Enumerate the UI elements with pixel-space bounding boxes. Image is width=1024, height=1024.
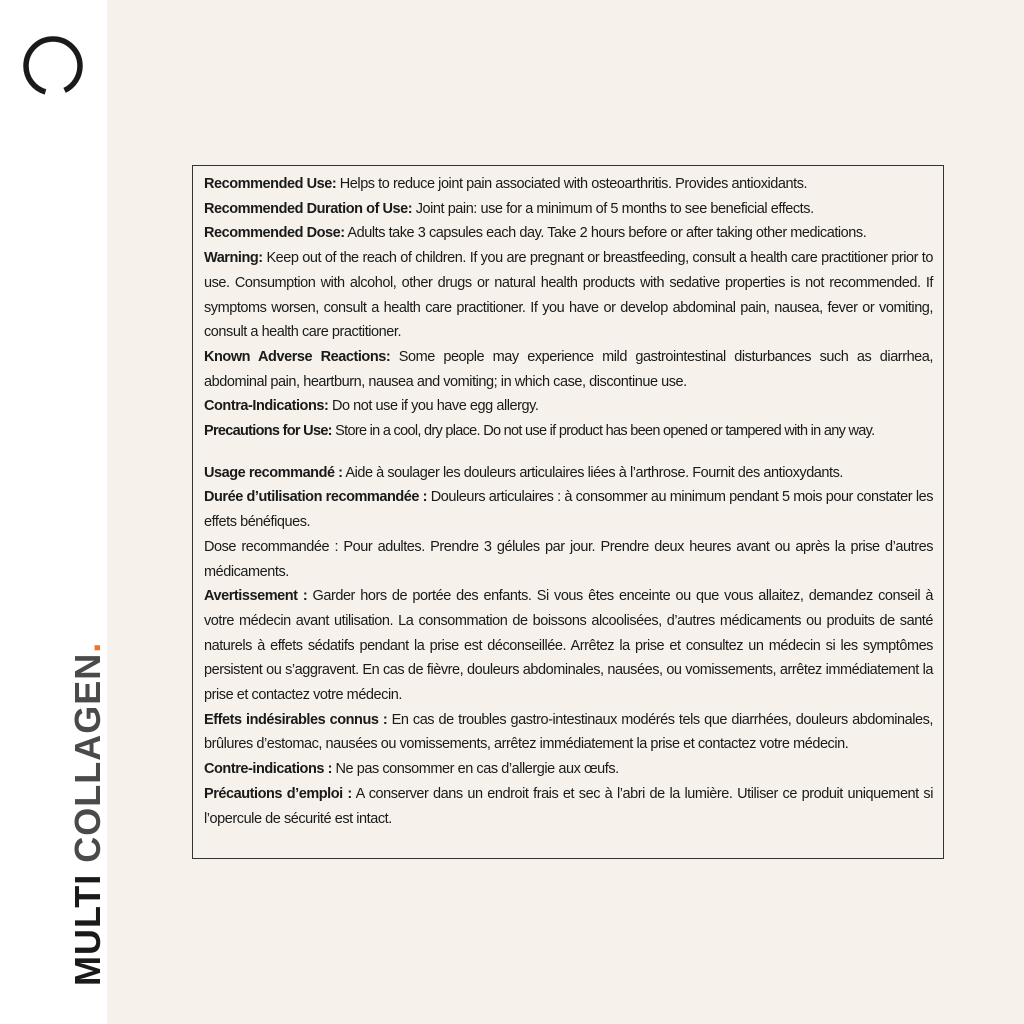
info-text: Douleurs articulaires : à consommer au minimum pendant 5 mois pour constater les effets bénéfiques.: [204, 489, 934, 531]
info-label: Recommended Duration of Use:: [204, 200, 413, 217]
info-text: Aide à soulager les douleurs articulaires liées à l’arthrose. Fournit des antioxydants.: [342, 464, 843, 481]
info-line: [204, 708, 933, 757]
info-line: [204, 535, 933, 584]
product-info-panel: [192, 165, 944, 859]
info-label: Contre-indications :: [204, 761, 332, 778]
info-label: Avertissement :: [204, 588, 308, 605]
info-label: Known Adverse Reactions:: [204, 348, 391, 365]
info-line: [204, 246, 933, 345]
info-label: Contra-Indications:: [204, 398, 329, 415]
info-label: Warning:: [204, 250, 263, 267]
info-text: Ne pas consommer en cas d’allergie aux œufs.: [331, 761, 619, 778]
info-text: Dose recommandée : Pour adultes. Prendre 3 gélules par jour. Prendre deux heures avant ou après la prise d’autres médicaments.: [204, 538, 933, 580]
brand-word-multi: MULTI: [67, 873, 108, 986]
info-line: [204, 172, 933, 197]
info-line: [204, 461, 933, 486]
info-label: Usage recommandé :: [204, 464, 343, 481]
info-label: Effets indésirables connus :: [204, 711, 388, 728]
info-line: [204, 394, 933, 419]
french-section: [204, 461, 933, 832]
info-line: [204, 485, 933, 534]
info-line: [204, 757, 933, 782]
english-section: [204, 172, 933, 444]
info-line: [204, 419, 933, 444]
info-text: Helps to reduce joint pain associated with osteoarthritis. Provides antioxidants.: [336, 176, 808, 192]
info-text: Store in a cool, dry place. Do not use if product has been opened or tampered with in any way.: [331, 423, 875, 440]
info-text: Some people may experience mild gastrointestinal disturbances such as diarrhea, abdominal pain, heartburn, nausea and vomiting; in which case, discontinue use.: [204, 348, 933, 390]
ring-logo-icon: [21, 34, 85, 98]
info-text: Garder hors de portée des enfants. Si vous êtes enceinte ou que vous allaitez, demandez conseil à votre médecin avant utilisation. La consommation de boissons alcoolisées, d’autres médicaments ou produits de santé naturels à effets sédatifs pendant la prise est déconseillée. Arrêtez la prise et consultez un médecin si les symptômes persistent ou s’aggravent. En cas de fièvre, douleurs abdominales, nausées, ou vomissements, arrêtez immédiatement la prise et contactez votre médecin.: [204, 588, 933, 704]
info-text: En cas de troubles gastro-intestinaux modérés tels que diarrhées, douleurs abdominales, brûlures d’estomac, nausées ou vomissements, arrêtez immédiatement la prise et contactez votre médecin.: [204, 711, 933, 753]
info-text: A conserver dans un endroit frais et sec à l’abri de la lumière. Utiliser ce produit uniquement si l’opercule de sécurité est intact.: [204, 785, 933, 827]
info-label: Recommended Dose:: [204, 225, 345, 242]
info-text: Adults take 3 capsules each day. Take 2 hours before or after taking other medications.: [344, 225, 867, 242]
info-line: [204, 345, 933, 394]
info-text: Keep out of the reach of children. If you are pregnant or breastfeeding, consult a health care practitioner prior to use. Consumption with alcohol, other drugs or natural health products with sedative properties is not recommended. If symptoms worsen, consult a health care practitioner. If you have or develop abdominal pain, nausea, fever or vomiting, consult a health care practitioner.: [204, 250, 933, 341]
info-label: Recommended Use:: [204, 176, 337, 192]
brand-wordmark: [67, 641, 108, 986]
sidebar: [0, 0, 107, 1024]
brand-dot: .: [67, 641, 108, 653]
info-line: [204, 584, 933, 708]
info-line: [204, 221, 933, 246]
info-line: [204, 197, 933, 222]
info-label: Durée d’utilisation recommandée :: [204, 489, 428, 506]
brand-word-collagen: COLLAGEN: [67, 652, 108, 863]
info-line: [204, 782, 933, 831]
info-label: Precautions for Use:: [204, 423, 332, 440]
info-text: Joint pain: use for a minimum of 5 months to see beneficial effects.: [412, 200, 814, 217]
info-label: Précautions d’emploi :: [204, 785, 352, 802]
info-text: Do not use if you have egg allergy.: [328, 398, 539, 415]
